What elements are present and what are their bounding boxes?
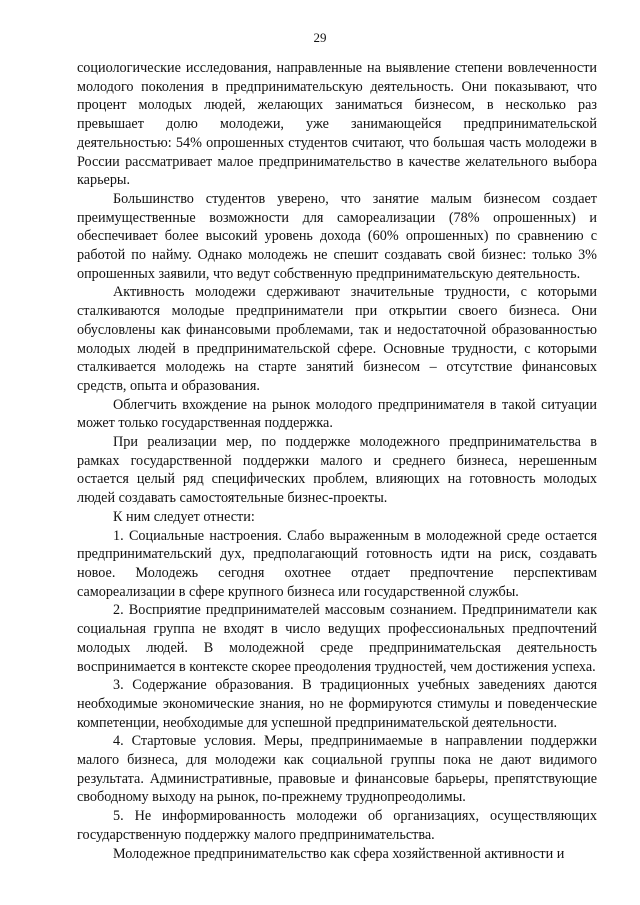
paragraph: Облегчить вхождение на рынок молодого предпринимателя в такой ситуации может только государственная поддержка. <box>77 396 597 432</box>
list-item-paragraph: 4. Стартовые условия. Меры, предпринимаемые в направлении поддержки малого бизнеса, для молодежи как социальной группы пока не дают видимого результата. Административные, правовые и финансовые барьеры, препятствующие свободному выходу на рынок, по-прежнему труднопреодолимы. <box>77 733 597 806</box>
paragraph-continued: социологические исследования, направленные на выявление степени вовлеченности молодого поколения в предпринимательскую деятельность. Они показывают, что процент молодых людей, желающих заниматься бизнесом, в несколько раз превышает долю молодежи, уже занимающейся предпринимательской деятельностью: 54% опрошенных студентов считают, что большая часть молодежи в России рассматривает малое предпринимательство в качестве желательного выбора карьеры. <box>77 60 597 189</box>
paragraph: Молодежное предпринимательство как сфера хозяйственной активности и <box>113 845 565 862</box>
paragraph: При реализации мер, по поддержке молодежного предпринимательства в рамках государственной поддержки малого и среднего бизнеса, нерешенным остается целый ряд специфических проблем, влияющих на готовность молодых людей создавать самостоятельные бизнес-проекты. <box>77 434 597 507</box>
list-item-paragraph: 1. Социальные настроения. Слабо выраженным в молодежной среде остается предпринимательский дух, предполагающий готовность идти на риск, создавать новое. Молодежь сегодня охотнее отдает предпочтение перспективам самореализации в сфере крупного бизнеса или государственной службы. <box>77 527 597 600</box>
document-body <box>77 59 597 863</box>
list-item-paragraph: 3. Содержание образования. В традиционных учебных заведениях даются необходимые экономические знания, но не формируются стимулы и поведенческие компетенции, необходимые для успешной предпринимательской деятельности. <box>77 677 597 731</box>
paragraph: Большинство студентов уверено, что занятие малым бизнесом создает преимущественные возможности для самореализации (78% опрошенных) и обеспечивает более высокий уровень дохода (60% опрошенных) по сравнению с работой по найму. Однако молодежь не спешит создавать свой бизнес: только 3% опрошенных заявили, что ведут собственную предпринимательскую деятельность. <box>77 190 597 282</box>
list-item-paragraph: 5. Не информированность молодежи об организациях, осуществляющих государственную поддержку малого предпринимательства. <box>77 808 597 843</box>
paragraph: К ним следует отнести: <box>113 508 255 525</box>
page-number: 29 <box>313 30 327 45</box>
list-item-paragraph: 2. Восприятие предпринимателей массовым сознанием. Предприниматели как социальная группа не входят в число ведущих профессиональных предпочтений молодых людей. В молодежной среде предпринимательская деятельность воспринимается в контексте скорее преодоления трудностей, чем достижения успеха. <box>77 602 597 675</box>
paragraph: Активность молодежи сдерживают значительные трудности, с которыми сталкиваются молодые предприниматели при открытии своего бизнеса. Они обусловлены как финансовыми проблемами, так и недостаточной образованностью молодых людей в предпринимательской сфере. Основные трудности, с которыми сталкивается молодежь на старте занятий бизнесом – отсутствие финансовых средств, опыта и образования. <box>77 284 597 394</box>
